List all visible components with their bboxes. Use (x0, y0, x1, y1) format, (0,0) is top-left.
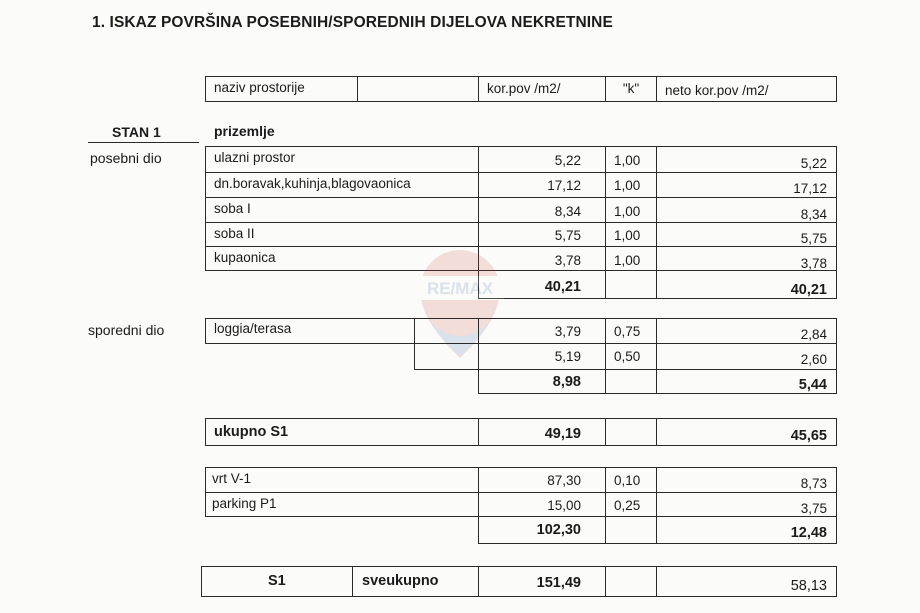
kor-value: 17,12 (547, 178, 581, 193)
header-naziv: naziv prostorije (214, 80, 305, 95)
room-name: dn.boravak,kuhinja,blagovaonica (214, 176, 411, 191)
neto-value: 17,12 (793, 181, 827, 196)
ukupno-neto: 45,65 (790, 428, 827, 444)
floor-label: prizemlje (214, 123, 275, 139)
kor-value: 3,79 (554, 324, 581, 339)
kor-value: 15,00 (547, 498, 581, 513)
header-korpov: kor.pov /m2/ (487, 81, 561, 96)
kor-value: 5,75 (554, 228, 581, 243)
k-value: 0,75 (614, 324, 641, 339)
kor-value: 8,34 (554, 204, 581, 219)
neto-subtotal: 5,44 (798, 377, 827, 393)
k-value: 1,00 (614, 178, 641, 193)
room-name: parking P1 (212, 496, 277, 511)
room-name: kupaonica (214, 250, 276, 265)
kor-value: 5,19 (554, 349, 581, 364)
sporedni-dio-label: sporedni dio (88, 322, 165, 338)
kor-subtotal: 8,98 (552, 374, 581, 390)
k-value: 0,50 (614, 349, 641, 364)
room-name: soba I (214, 201, 251, 216)
neto-value: 2,60 (800, 352, 827, 367)
document-title: 1. ISKAZ POVRŠINA POSEBNIH/SPOREDNIH DIJELOVA NEKRETNINE (92, 14, 613, 31)
neto-subtotal: 40,21 (790, 282, 827, 298)
remax-logo-watermark (410, 240, 510, 360)
sveukupno-id: S1 (268, 573, 286, 589)
k-value: 0,10 (614, 473, 641, 488)
header-neto: neto kor.pov /m2/ (665, 83, 769, 98)
sveukupno-label: sveukupno (362, 573, 439, 589)
k-value: 1,00 (614, 204, 641, 219)
ukupno-kor: 49,19 (544, 426, 581, 442)
room-name: vrt V-1 (212, 471, 252, 486)
k-value: 0,25 (614, 498, 641, 513)
room-name: ulazni prostor (214, 150, 296, 165)
stan-label: STAN 1 (112, 124, 161, 140)
neto-value: 2,84 (800, 327, 827, 342)
kor-value: 5,22 (554, 153, 581, 168)
neto-value: 3,75 (800, 501, 827, 516)
sveukupno-kor: 151,49 (536, 575, 581, 591)
neto-subtotal: 12,48 (790, 525, 827, 541)
neto-value: 5,22 (800, 156, 827, 171)
kor-subtotal: 40,21 (544, 279, 581, 295)
kor-value: 87,30 (547, 473, 581, 488)
ukupno-label: ukupno S1 (214, 424, 289, 440)
k-value: 1,00 (614, 253, 641, 268)
neto-value: 8,34 (800, 207, 827, 222)
neto-value: 5,75 (800, 231, 827, 246)
posebni-dio-label: posebni dio (90, 150, 162, 166)
sveukupno-neto: 58,13 (790, 578, 827, 594)
svg-text:RE/MAX: RE/MAX (426, 279, 494, 298)
room-name: loggia/terasa (214, 321, 292, 336)
neto-value: 8,73 (800, 476, 827, 491)
k-value: 1,00 (614, 228, 641, 243)
neto-value: 3,78 (800, 256, 827, 271)
room-name: soba II (214, 226, 255, 241)
kor-subtotal: 102,30 (536, 522, 581, 538)
kor-value: 3,78 (554, 253, 581, 268)
header-k: "k" (622, 81, 640, 96)
k-value: 1,00 (614, 153, 641, 168)
